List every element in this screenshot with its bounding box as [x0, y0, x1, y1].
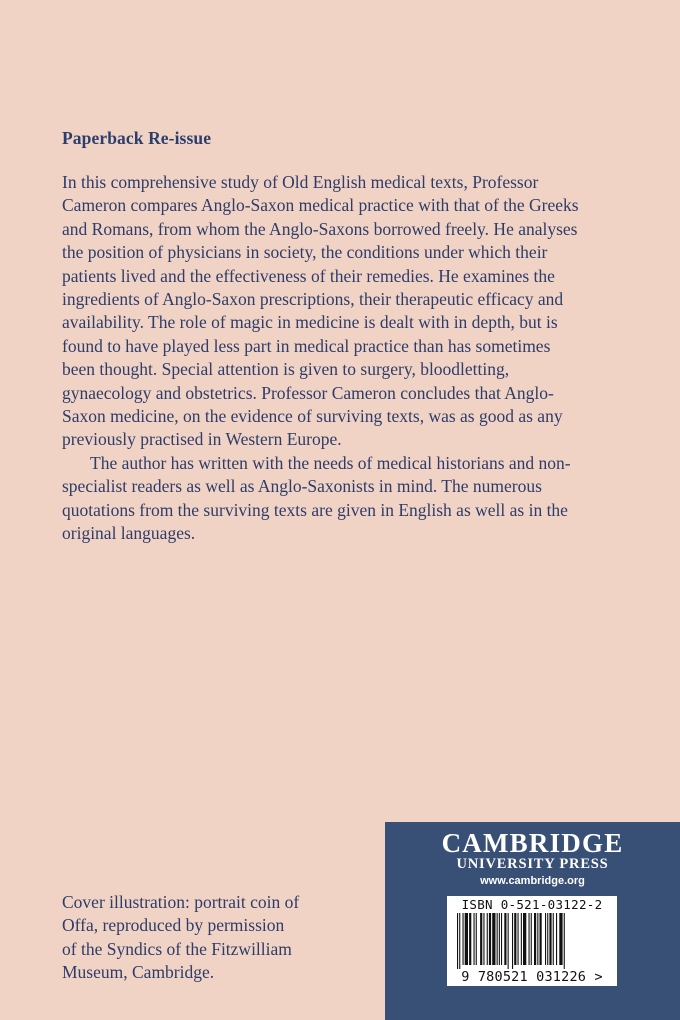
blurb-line: Saxon medicine, on the evidence of surviving texts, was as good as any	[62, 406, 563, 427]
barcode-bar	[547, 913, 548, 965]
barcode-bar	[531, 913, 532, 965]
blurb-text	[62, 171, 642, 546]
barcode-bar	[474, 913, 475, 965]
barcode-bar	[508, 913, 509, 969]
blurb-line: found to have played less part in medical practice than has sometimes	[62, 335, 551, 356]
ean-digits: 9 780521 031226 >	[461, 969, 603, 985]
blurb-line: The author has written with the needs of medical historians and non-	[90, 452, 571, 473]
credit-line: of the Syndics of the Fitzwilliam	[62, 938, 292, 959]
blurb-line: In this comprehensive study of Old English medical texts, Professor	[62, 172, 539, 192]
blurb-line: patients lived and the effectiveness of their remedies. He examines the	[62, 265, 555, 286]
publisher-panel	[385, 822, 680, 1020]
blurb-line: original languages.	[62, 523, 196, 544]
barcode-bar	[489, 913, 491, 965]
credit-line: Cover illustration: portrait coin of	[62, 892, 300, 912]
blurb-line: the position of physicians in society, the conditions under which their	[62, 242, 548, 263]
barcode-bar	[556, 913, 557, 965]
barcode-bar	[512, 913, 513, 969]
blurb-line: been thought. Special attention is given to surgery, bloodletting,	[62, 359, 510, 380]
blurb-line: specialist readers as well as Anglo-Saxonists in mind. The numerous	[62, 476, 542, 497]
barcode-bar	[559, 913, 562, 965]
blurb-line: and Romans, from whom the Anglo-Saxons borrowed freely. He analyses	[62, 218, 578, 239]
barcode-bar	[521, 913, 522, 965]
blurb-line: Cameron compares Anglo-Saxon medical practice with that of the Greeks	[62, 195, 579, 216]
blurb-line: ingredients of Anglo-Saxon prescriptions, their therapeutic efficacy and	[62, 289, 564, 310]
barcode-bar	[465, 913, 468, 965]
barcode-bar	[499, 913, 500, 965]
barcode-bar	[553, 913, 554, 965]
publisher-name: CAMBRIDGE	[441, 828, 624, 858]
barcode-bar	[504, 913, 506, 965]
barcode-bar	[545, 913, 546, 965]
barcode-bar	[534, 913, 536, 965]
barcode-bar	[537, 913, 538, 965]
barcode-bar	[480, 913, 482, 965]
publisher-url: www.cambridge.org	[480, 875, 585, 887]
barcode-bar	[476, 913, 477, 965]
barcode-bar	[529, 913, 530, 965]
credit-line: Museum, Cambridge.	[62, 962, 215, 983]
barcode-bar	[564, 913, 565, 969]
barcode-bar	[457, 913, 458, 969]
barcode-bar	[518, 913, 519, 965]
barcode-bar	[501, 913, 502, 965]
blurb-line: quotations from the surviving texts are given in English as well as in the	[62, 499, 568, 520]
barcode-bar	[483, 913, 484, 965]
heading-paperback-reissue: Paperback Re-issue	[62, 128, 212, 148]
credit-line: Offa, reproduced by permission	[62, 915, 285, 936]
blurb-line: gynaecology and obstetrics. Professor Cameron concludes that Anglo-	[62, 382, 554, 403]
barcode-bar	[514, 913, 516, 965]
barcode-bar	[492, 913, 495, 965]
blurb-line: previously practised in Western Europe.	[62, 429, 342, 450]
barcode-bar	[523, 913, 526, 965]
barcode-bar	[487, 913, 488, 965]
blurb-line: availability. The role of magic in medicine is dealt with in depth, but is	[62, 312, 558, 333]
barcode-bar	[459, 913, 460, 969]
barcode-box	[447, 896, 617, 986]
publisher-subtitle: UNIVERSITY PRESS	[456, 856, 609, 872]
barcode-bar	[463, 913, 464, 965]
cover-illustration-credit	[62, 891, 299, 985]
barcode-bar	[549, 913, 551, 965]
barcode-bar	[469, 913, 471, 965]
isbn-label: ISBN 0-521-03122-2	[461, 897, 603, 912]
barcode-bar	[497, 913, 498, 965]
barcode-bar	[540, 913, 542, 965]
barcode-icon	[453, 913, 613, 969]
